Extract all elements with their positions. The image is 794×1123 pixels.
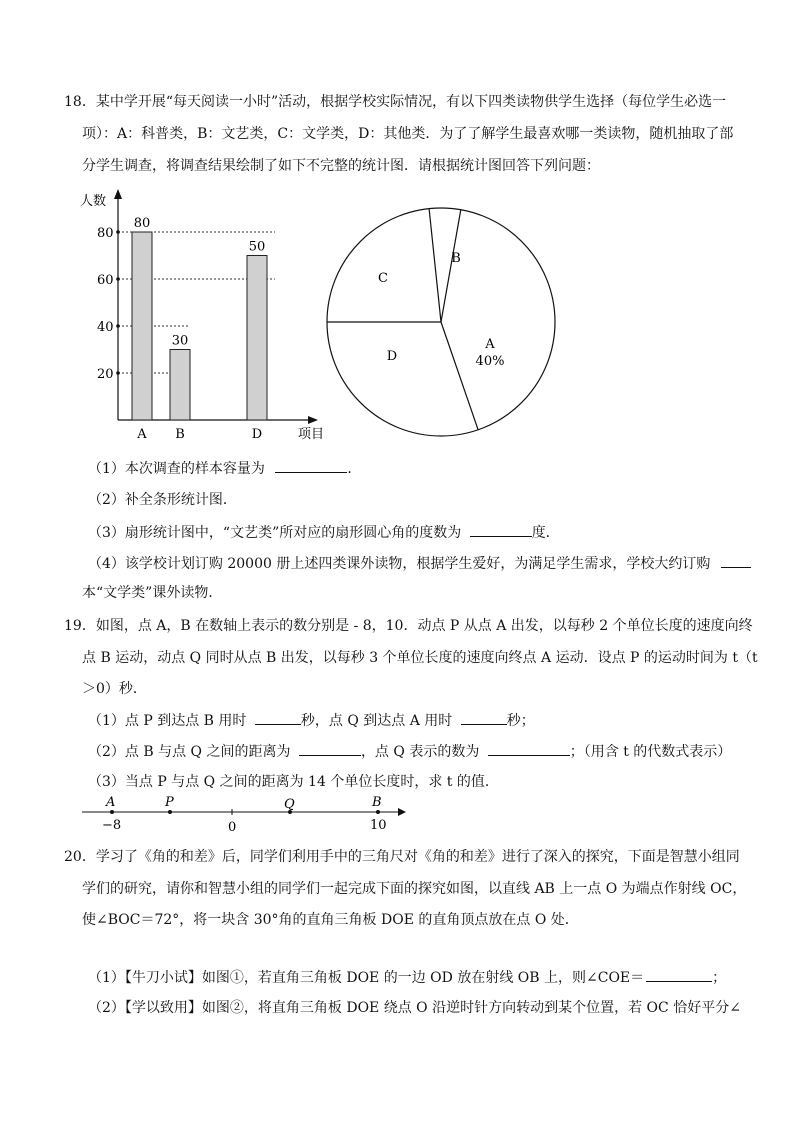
bar-tick-dot bbox=[116, 230, 120, 234]
q18-sub3-blank[interactable] bbox=[470, 522, 532, 537]
q19-sub2 bbox=[88, 741, 731, 762]
bar-chart-ylabel: 人数 bbox=[80, 194, 107, 209]
number-line-arrow bbox=[398, 808, 406, 816]
bar-tick-label: 60 bbox=[97, 273, 114, 288]
q19-sub1-c: 秒； bbox=[506, 713, 535, 729]
bar-d bbox=[247, 256, 267, 421]
q20-stem-line-1: 20．学习了《角的和差》后，同学们利用手中的三角尺对《角的和差》进行了深入的探究，下面是智慧小组同 bbox=[64, 849, 740, 865]
q18-sub3-text: （3）扇形统计图中，“文艺类”所对应的扇形圆心角的度数为 bbox=[88, 525, 462, 541]
bar-tick-dot bbox=[116, 371, 120, 375]
q18-sub2: （2）补全条形统计图． bbox=[88, 492, 237, 508]
pie-slice-label-b: B bbox=[451, 251, 461, 266]
bar-a bbox=[132, 232, 152, 420]
q19-stem-line-2: 点 B 运动，动点 Q 同时从点 B 出发，以每秒 3 个单位长度的速度向终点 A 运动．设点 P 的运动时间为 t（t bbox=[82, 650, 758, 666]
bar-category-label: D bbox=[251, 427, 263, 442]
point-b-dot bbox=[376, 810, 380, 814]
pie-slice-label-a: A bbox=[485, 337, 495, 352]
q19-sub2-blank-1[interactable] bbox=[299, 741, 361, 756]
q20-sub1-text: （1）【牛刀小试】如图①，若直角三角板 DOE 的一边 OD 放在射线 OB 上，则∠COE＝ bbox=[88, 970, 645, 986]
bar-tick-dot bbox=[116, 277, 120, 281]
q18-sub1-end: ． bbox=[347, 461, 362, 477]
q18-stem-line-1: 18．某中学开展“每天阅读一小时”活动，根据学校实际情况，有以下四类读物供学生选择（每位学生必选一 bbox=[64, 94, 727, 110]
point-a-label: A bbox=[106, 795, 116, 810]
q19-sub1-a: （1）点 P 到达点 B 用时 bbox=[88, 713, 247, 729]
bar-tick-label: 40 bbox=[97, 320, 114, 335]
q19-stem-line-3: ＞0）秒． bbox=[82, 681, 147, 697]
pie-chart bbox=[320, 200, 565, 445]
q19-sub1-blank-2[interactable] bbox=[461, 710, 507, 725]
bar-data-label: 50 bbox=[248, 239, 266, 255]
q20-stem-line-3: 使∠BOC＝72°，将一块含 30°角的直角三角板 DOE 的直角顶点放在点 O 处． bbox=[82, 912, 579, 928]
tick-label-b: 10 bbox=[370, 818, 387, 833]
bar-chart-y-arrow bbox=[114, 189, 122, 199]
q18-sub1-blank[interactable] bbox=[275, 458, 347, 473]
q20-stem-line-2: 学们的研究，请你和智慧小组的同学们一起完成下面的探究如图，以直线 AB 上一点 O 为端点作射线 OC， bbox=[82, 881, 747, 897]
tick-label-a: −8 bbox=[102, 818, 122, 833]
q18-sub4-blank[interactable] bbox=[721, 553, 751, 568]
q19-sub2-c: ；（用含 t 的代数式表示） bbox=[569, 744, 732, 760]
q18-sub4-cont: 本“文学类”课外读物． bbox=[82, 585, 223, 601]
q18-sub4 bbox=[88, 553, 751, 574]
bar-tick-dot bbox=[116, 324, 120, 328]
pie-slice-label-d: D bbox=[386, 349, 398, 364]
bar-data-label: 30 bbox=[171, 333, 189, 349]
bar-category-label: B bbox=[175, 427, 185, 442]
point-p-dot bbox=[168, 810, 172, 814]
q19-sub1-blank-1[interactable] bbox=[255, 710, 301, 725]
q18-sub4-text: （4）该学校计划订购 20000 册上述四类课外读物，根据学生爱好，为满足学生需求，学校大约订购 bbox=[88, 556, 711, 572]
bar-category-label: A bbox=[137, 427, 147, 442]
point-q-label: Q bbox=[284, 797, 295, 812]
q19-sub2-b: ，点 Q 表示的数为 bbox=[360, 744, 480, 760]
pie-slice-percent-a: 40% bbox=[475, 354, 505, 369]
bar-tick-label: 80 bbox=[97, 226, 114, 241]
number-line bbox=[78, 792, 410, 836]
q19-sub2-blank-2[interactable] bbox=[488, 741, 570, 756]
pie-slice-label-c: C bbox=[378, 271, 388, 286]
bar-chart-xlabel: 项目 bbox=[298, 427, 325, 442]
q20-sub1-end: ； bbox=[712, 970, 727, 986]
q18-stem-line-2: 项）：A：科普类，B：文艺类，C：文学类，D：其他类．为了了解学生最喜欢哪一类读物，随机抽取了部 bbox=[82, 126, 734, 142]
bar-data-label: 80 bbox=[133, 216, 151, 231]
q19-sub1 bbox=[88, 710, 535, 731]
q19-sub1-b: 秒，点 Q 到达点 A 用时 bbox=[300, 713, 453, 729]
q20-sub1-blank[interactable] bbox=[646, 967, 712, 982]
q18-stem-line-3: 分学生调查，将调查结果绘制了如下不完整的统计图．请根据统计图回答下列问题： bbox=[82, 158, 600, 174]
q18-sub3-end: 度． bbox=[531, 525, 560, 541]
tick-label-zero: 0 bbox=[228, 820, 237, 835]
q19-sub2-a: （2）点 B 与点 Q 之间的距离为 bbox=[88, 744, 291, 760]
bar-b bbox=[170, 350, 190, 421]
point-b-label: B bbox=[372, 795, 382, 810]
q20-sub1 bbox=[88, 967, 726, 988]
q19-stem-line-1: 19．如图，点 A，B 在数轴上表示的数分别是 - 8，10．动点 P 从点 A 出发，以每秒 2 个单位长度的速度向终 bbox=[64, 618, 753, 634]
q18-sub1-text: （1）本次调查的样本容量为 bbox=[88, 461, 265, 477]
q20-sub2: （2）【学以致用】如图②，将直角三角板 DOE 绕点 O 沿逆时针方向转动到某个位置，若 OC 恰好平分∠ bbox=[88, 1000, 741, 1016]
bar-chart-x-arrow bbox=[308, 416, 318, 424]
q19-sub3: （3）当点 P 与点 Q 之间的距离为 14 个单位长度时，求 t 的值． bbox=[88, 774, 499, 790]
bar-chart bbox=[70, 185, 340, 450]
point-a-dot bbox=[110, 810, 114, 814]
point-p-label: P bbox=[165, 795, 174, 810]
bar-tick-label: 20 bbox=[97, 367, 114, 382]
q18-sub3 bbox=[88, 522, 560, 543]
q18-sub1 bbox=[88, 458, 361, 479]
